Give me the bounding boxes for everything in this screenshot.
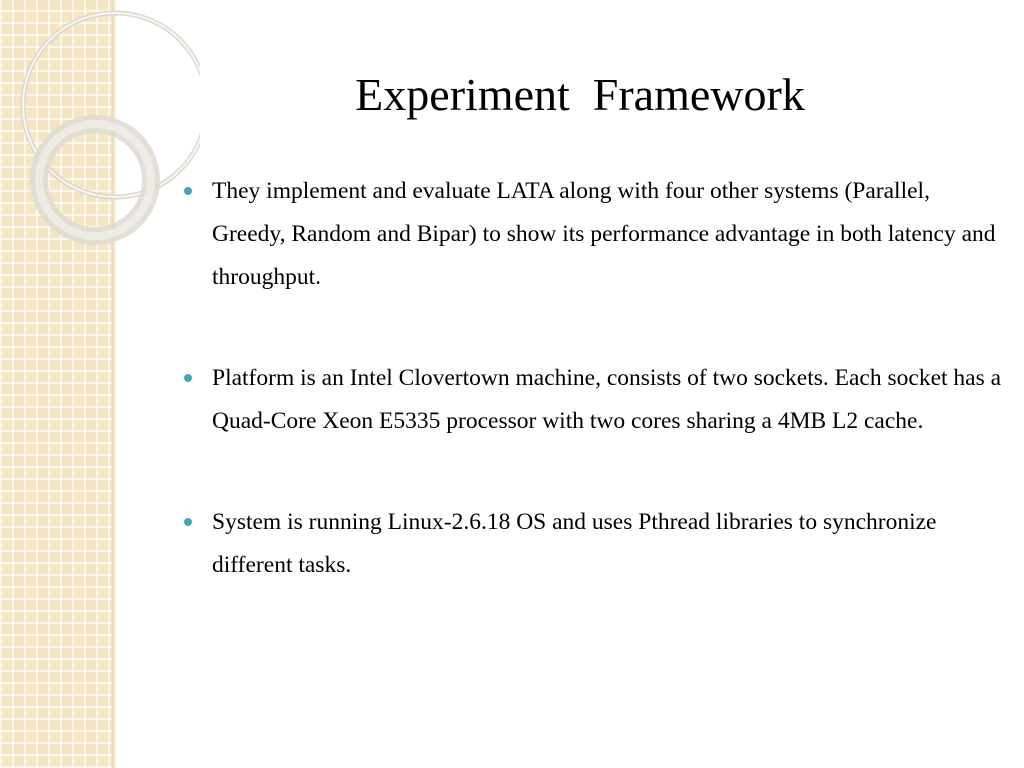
bullet-list: [184, 170, 1004, 645]
bullet-text: System is running Linux-2.6.18 OS and uses Pthread libraries to synchronize different tasks.: [212, 509, 937, 578]
bullet-dot-icon: [184, 374, 192, 382]
bullet-item: [184, 170, 1004, 299]
bullet-item: [184, 501, 1004, 587]
bullet-item: [184, 357, 1004, 443]
bullet-dot-icon: [184, 187, 192, 195]
bullet-text: Platform is an Intel Clovertown machine, consists of two sockets. Each socket has a Quad-Core Xeon E5335 processor with two cores sharing a 4MB L2 cache.: [212, 365, 1002, 434]
large-decorative-circle-highlight: [23, 13, 200, 197]
bullet-text: They implement and evaluate LATA along with four other systems (Parallel, Greedy, Random and Bipar) to show its performance advantage in both latency and throughput.: [212, 178, 996, 290]
decorative-circles-graphic: [0, 0, 200, 300]
bullet-dot-icon: [184, 518, 192, 526]
small-decorative-ring-highlight: [39, 124, 151, 236]
slide-title: Experiment Framework: [355, 69, 805, 120]
